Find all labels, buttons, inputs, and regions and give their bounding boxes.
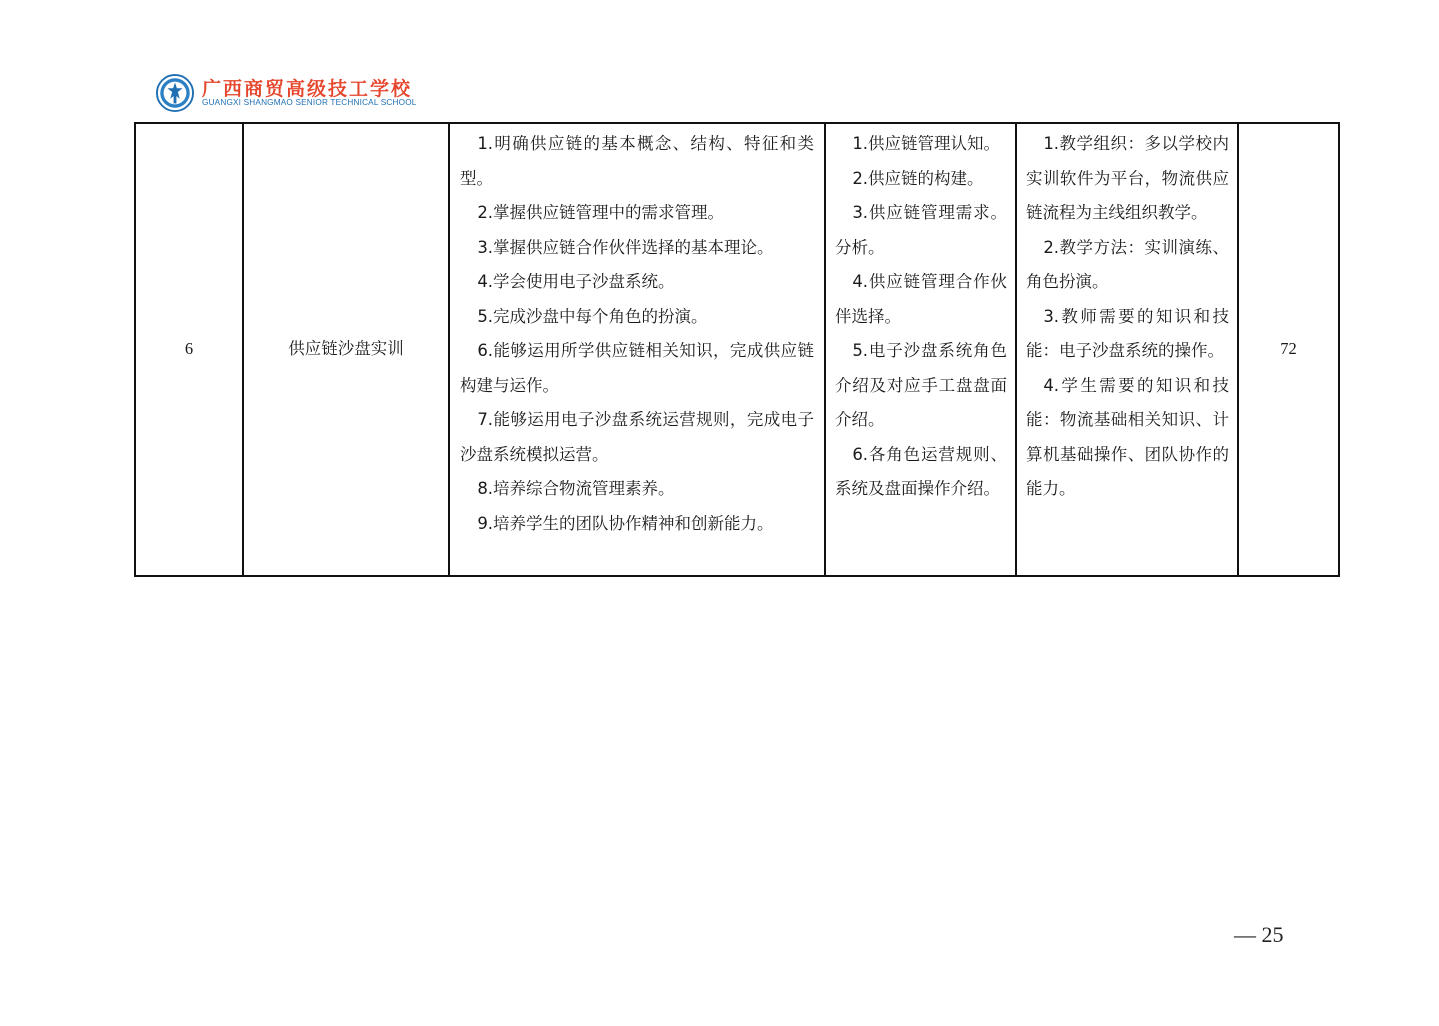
- teaching-requirements-cell: [1016, 123, 1238, 576]
- table-row: [135, 123, 1339, 576]
- school-emblem-icon: [156, 74, 194, 112]
- objective-item: 1.明确供应链的基本概念、结构、特征和类型。: [460, 134, 814, 188]
- course-hours: 72: [1238, 123, 1339, 576]
- objectives-cell: [449, 123, 825, 576]
- requirement-item: 1.教学组织：多以学校内实训软件为平台，物流供应链流程为主线组织教学。: [1026, 134, 1229, 222]
- requirement-item: 2.教学方法：实训演练、角色扮演。: [1026, 237, 1229, 291]
- objective-item: 6.能够运用所学供应链相关知识，完成供应链构建与运作。: [460, 341, 814, 395]
- course-number: 6: [135, 123, 243, 576]
- requirement-item: 4.学生需要的知识和技能：物流基础相关知识、计算机基础操作、团队协作的能力。: [1026, 375, 1229, 498]
- objective-item: 2.掌握供应链管理中的需求管理。: [477, 203, 725, 222]
- objective-item: 4.学会使用电子沙盘系统。: [477, 272, 675, 291]
- objective-item: 9.培养学生的团队协作精神和创新能力。: [477, 513, 774, 533]
- objective-item: 7.能够运用电子沙盘系统运营规则，完成电子沙盘系统模拟运营。: [460, 410, 814, 464]
- course-name: 供应链沙盘实训: [243, 123, 449, 576]
- requirement-item: 3.教师需要的知识和技能：电子沙盘系统的操作。: [1026, 306, 1229, 360]
- page-number: — 25: [1234, 922, 1284, 947]
- content-item: 4.供应链管理合作伙伴选择。: [835, 272, 1007, 326]
- objective-item: 8.培养综合物流管理素养。: [477, 479, 675, 498]
- content-item: 3.供应链管理需求。分析。: [835, 203, 1007, 257]
- contents-cell: [825, 123, 1016, 576]
- objective-item: 5.完成沙盘中每个角色的扮演。: [477, 306, 708, 326]
- content-item: 2.供应链的构建。: [852, 168, 984, 188]
- content-item: 6.各角色运营规则、系统及盘面操作介绍。: [835, 444, 1007, 498]
- course-table: [134, 122, 1340, 577]
- content-item: 1.供应链管理认知。: [852, 134, 1001, 153]
- school-name-cn: 广西商贸高级技工学校: [202, 78, 413, 100]
- school-name-en: GUANGXI SHANGMAO SENIOR TECHNICAL SCHOOL: [202, 98, 417, 107]
- school-logo: [156, 74, 416, 114]
- content-item: 5.电子沙盘系统角色介绍及对应手工盘盘面介绍。: [835, 341, 1007, 429]
- objective-item: 3.掌握供应链合作伙伴选择的基本理论。: [477, 237, 774, 257]
